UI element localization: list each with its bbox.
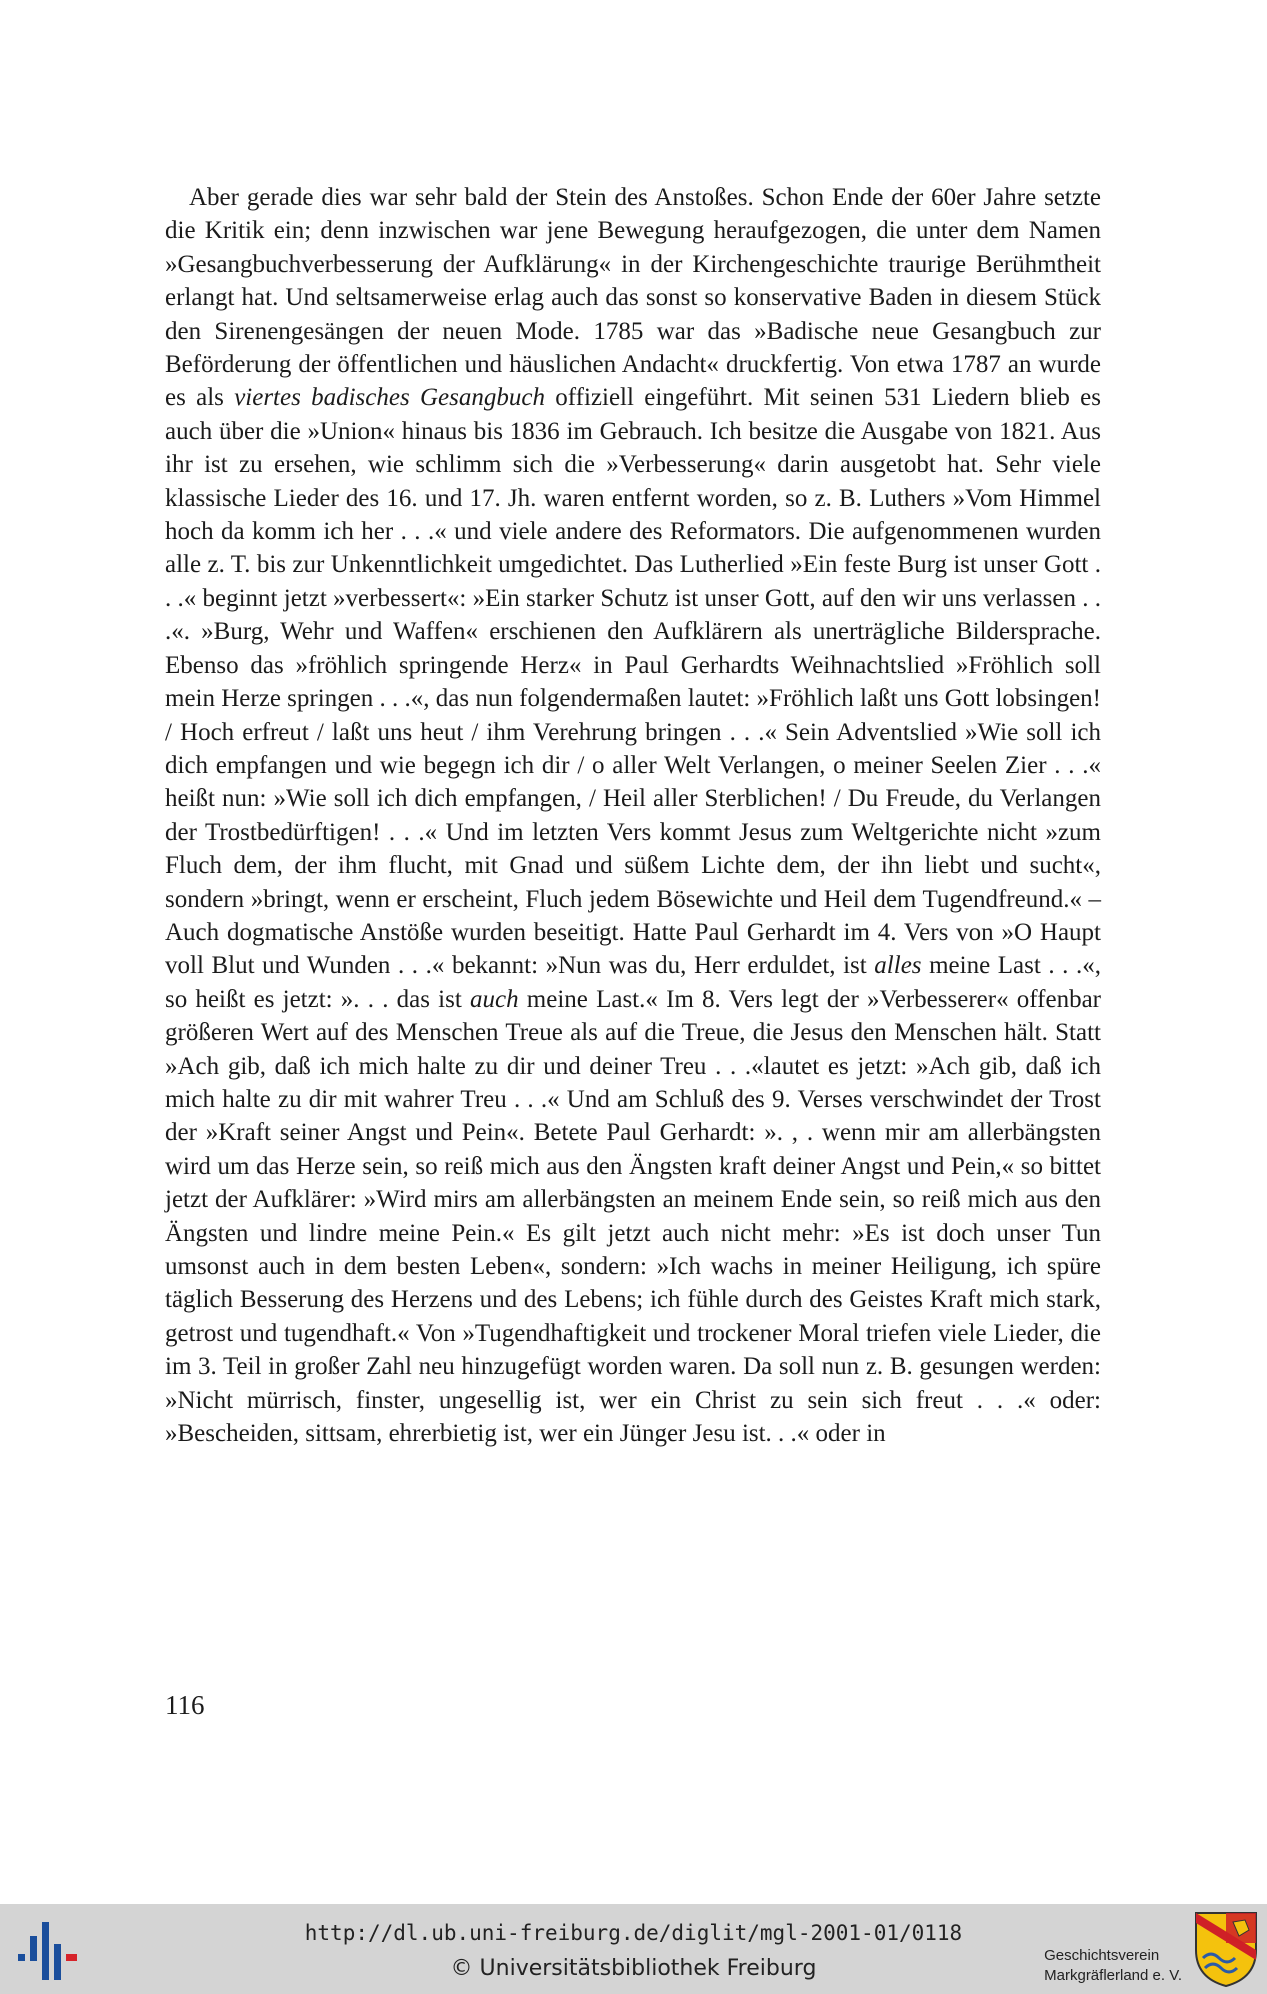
footer-url-link[interactable]: http://dl.ub.uni-freiburg.de/diglit/mgl-2001-01/0118 xyxy=(304,1921,963,1945)
text-run: offiziell eingeführt. Mit seinen 531 Liedern blieb es auch über die »Union« hinaus bis 1836 im Gebrauch. Ich besitze die Ausgabe von 1821. Aus ihr ist zu ersehen, wie schlimm sich die »Verbesserung« darin ausgetobt hat. Sehr viele klassische Lieder des 16. und 17. Jh. waren entfernt worden, so z. B. Luthers »Vom Himmel hoch da komm ich her . . .« und viele andere des Reformators. Die aufgenommenen wurden alle z. T. bis zur Unkenntlichkeit umgedichtet. Das Lutherlied »Ein feste Burg ist unser Gott . . .« beginnt jetzt »verbessert«: »Ein starker Schutz ist unser Gott, auf den wir uns verlassen . . .«. »Burg, Wehr und Waffen« erschienen den Aufklärern als unerträgliche Bildersprache. Ebenso das »fröhlich springende Herz« in Paul Gerhardts Weihnachtslied »Fröhlich soll mein Herze springen . . .«, das nun folgendermaßen lautet: »Fröhlich laßt uns Gott lobsingen! / Hoch erfreut / laßt uns heut / ihm Verehrung bringen . . .« Sein Adventslied »Wie soll ich dich empfangen und wie begegn ich dir / o aller Welt Verlangen, o meiner Seelen Zier . . .« heißt nun: »Wie soll ich dich empfangen, / Heil aller Sterblichen! / Du Freude, du Verlangen der Trostbedürftigen! . . .« Und im letzten Vers kommt Jesus zum Weltgerichte nicht »zum Fluch dem, der ihm flucht, mit Gnad und süßem Lichte dem, der ihn liebt und sucht«, sondern »bringt, wenn er erscheint, Fluch jedem Bösewichte und Heil dem Tugendfreund.« – Auch dogmatische Anstöße wurden beseitigt. Hatte Paul Gerhardt im 4. Vers von »O Haupt voll Blut und Wunden . . .« bekannt: »Nun was du, Herr erduldet, ist xyxy=(165,384,1101,980)
society-name xyxy=(1044,1946,1182,1986)
footer-bar xyxy=(0,1904,1267,1994)
society-name-line2: Markgräflerland e. V. xyxy=(1044,1967,1182,1984)
text-run: meine Last . . .«, so heißt es jetzt: ». . . das ist xyxy=(165,952,1101,1013)
body-text xyxy=(165,181,1101,1450)
text-run: Aber gerade dies war sehr bald der Stein des Anstoßes. Schon Ende der 60er Jahre setzte die Kritik ein; denn inzwischen war jene Bewegung heraufgezogen, die unter dem Namen »Gesangbuchverbesserung der Aufklärung« in der Kirchengeschichte traurige Berühmtheit erlangt hat. Und seltsamerweise erlag auch das sonst so konservative Baden in diesem Stück den Sirenengesängen der neuen Mode. 1785 war das »Badische neue Gesangbuch zur Beförderung der öffentlichen und häuslichen Andacht« druckfertig. Von etwa 1787 an wurde es als xyxy=(165,184,1101,412)
italic-run: auch xyxy=(470,985,519,1013)
society-name-line1: Geschichtsverein xyxy=(1044,1947,1160,1964)
footer-copyright: © Universitätsbibliothek Freiburg xyxy=(450,1956,817,1981)
markgraeflerland-crest-icon xyxy=(1193,1910,1259,1988)
page-number: 116 xyxy=(165,1690,205,1720)
italic-run: alles xyxy=(874,952,922,980)
italic-run: viertes badisches Gesangbuch xyxy=(234,384,545,412)
paragraph xyxy=(165,181,1101,1450)
text-run: meine Last.« Im 8. Vers legt der »Verbesserer« offenbar größeren Wert auf des Menschen Treue als auf die Treue, die Jesus den Menschen hält. Statt »Ach gib, daß ich mich halte zu dir und deiner Treu . . .«lautet es jetzt: »Ach gib, daß ich mich halte zu dir mit wahrer Treu . . .« Und am Schluß des 9. Verses verschwindet der Trost der »Kraft seiner Angst und Pein«. Betete Paul Gerhardt: ». , . wenn mir am allerbängsten wird um das Herze sein, so reiß mich aus den Ängsten kraft deiner Angst und Pein,« so bittet jetzt der Aufklärer: »Wird mirs am allerbängsten an meinem Ende sein, so reiß mich aus den Ängsten und lindre meine Pein.« Es gilt jetzt auch nicht mehr: »Es ist doch unser Tun umsonst auch in dem besten Leben«, sondern: »Ich wachs in meiner Heiligung, ich spüre täglich Besserung des Herzens und des Lebens; ich fühle durch des Geistes Kraft mich stark, getrost und tugendhaft.« Von »Tugendhaftigkeit und trockener Moral triefen viele Lieder, die im 3. Teil in großer Zahl neu hinzugefügt worden waren. Da soll nun z. B. gesungen werden: »Nicht mürrisch, finster, ungesellig ist, wer ein Christ zu sein sich freut . . .« oder: »Bescheiden, sittsam, ehrerbietig ist, wer ein Jünger Jesu ist. . .« oder in xyxy=(165,985,1101,1448)
